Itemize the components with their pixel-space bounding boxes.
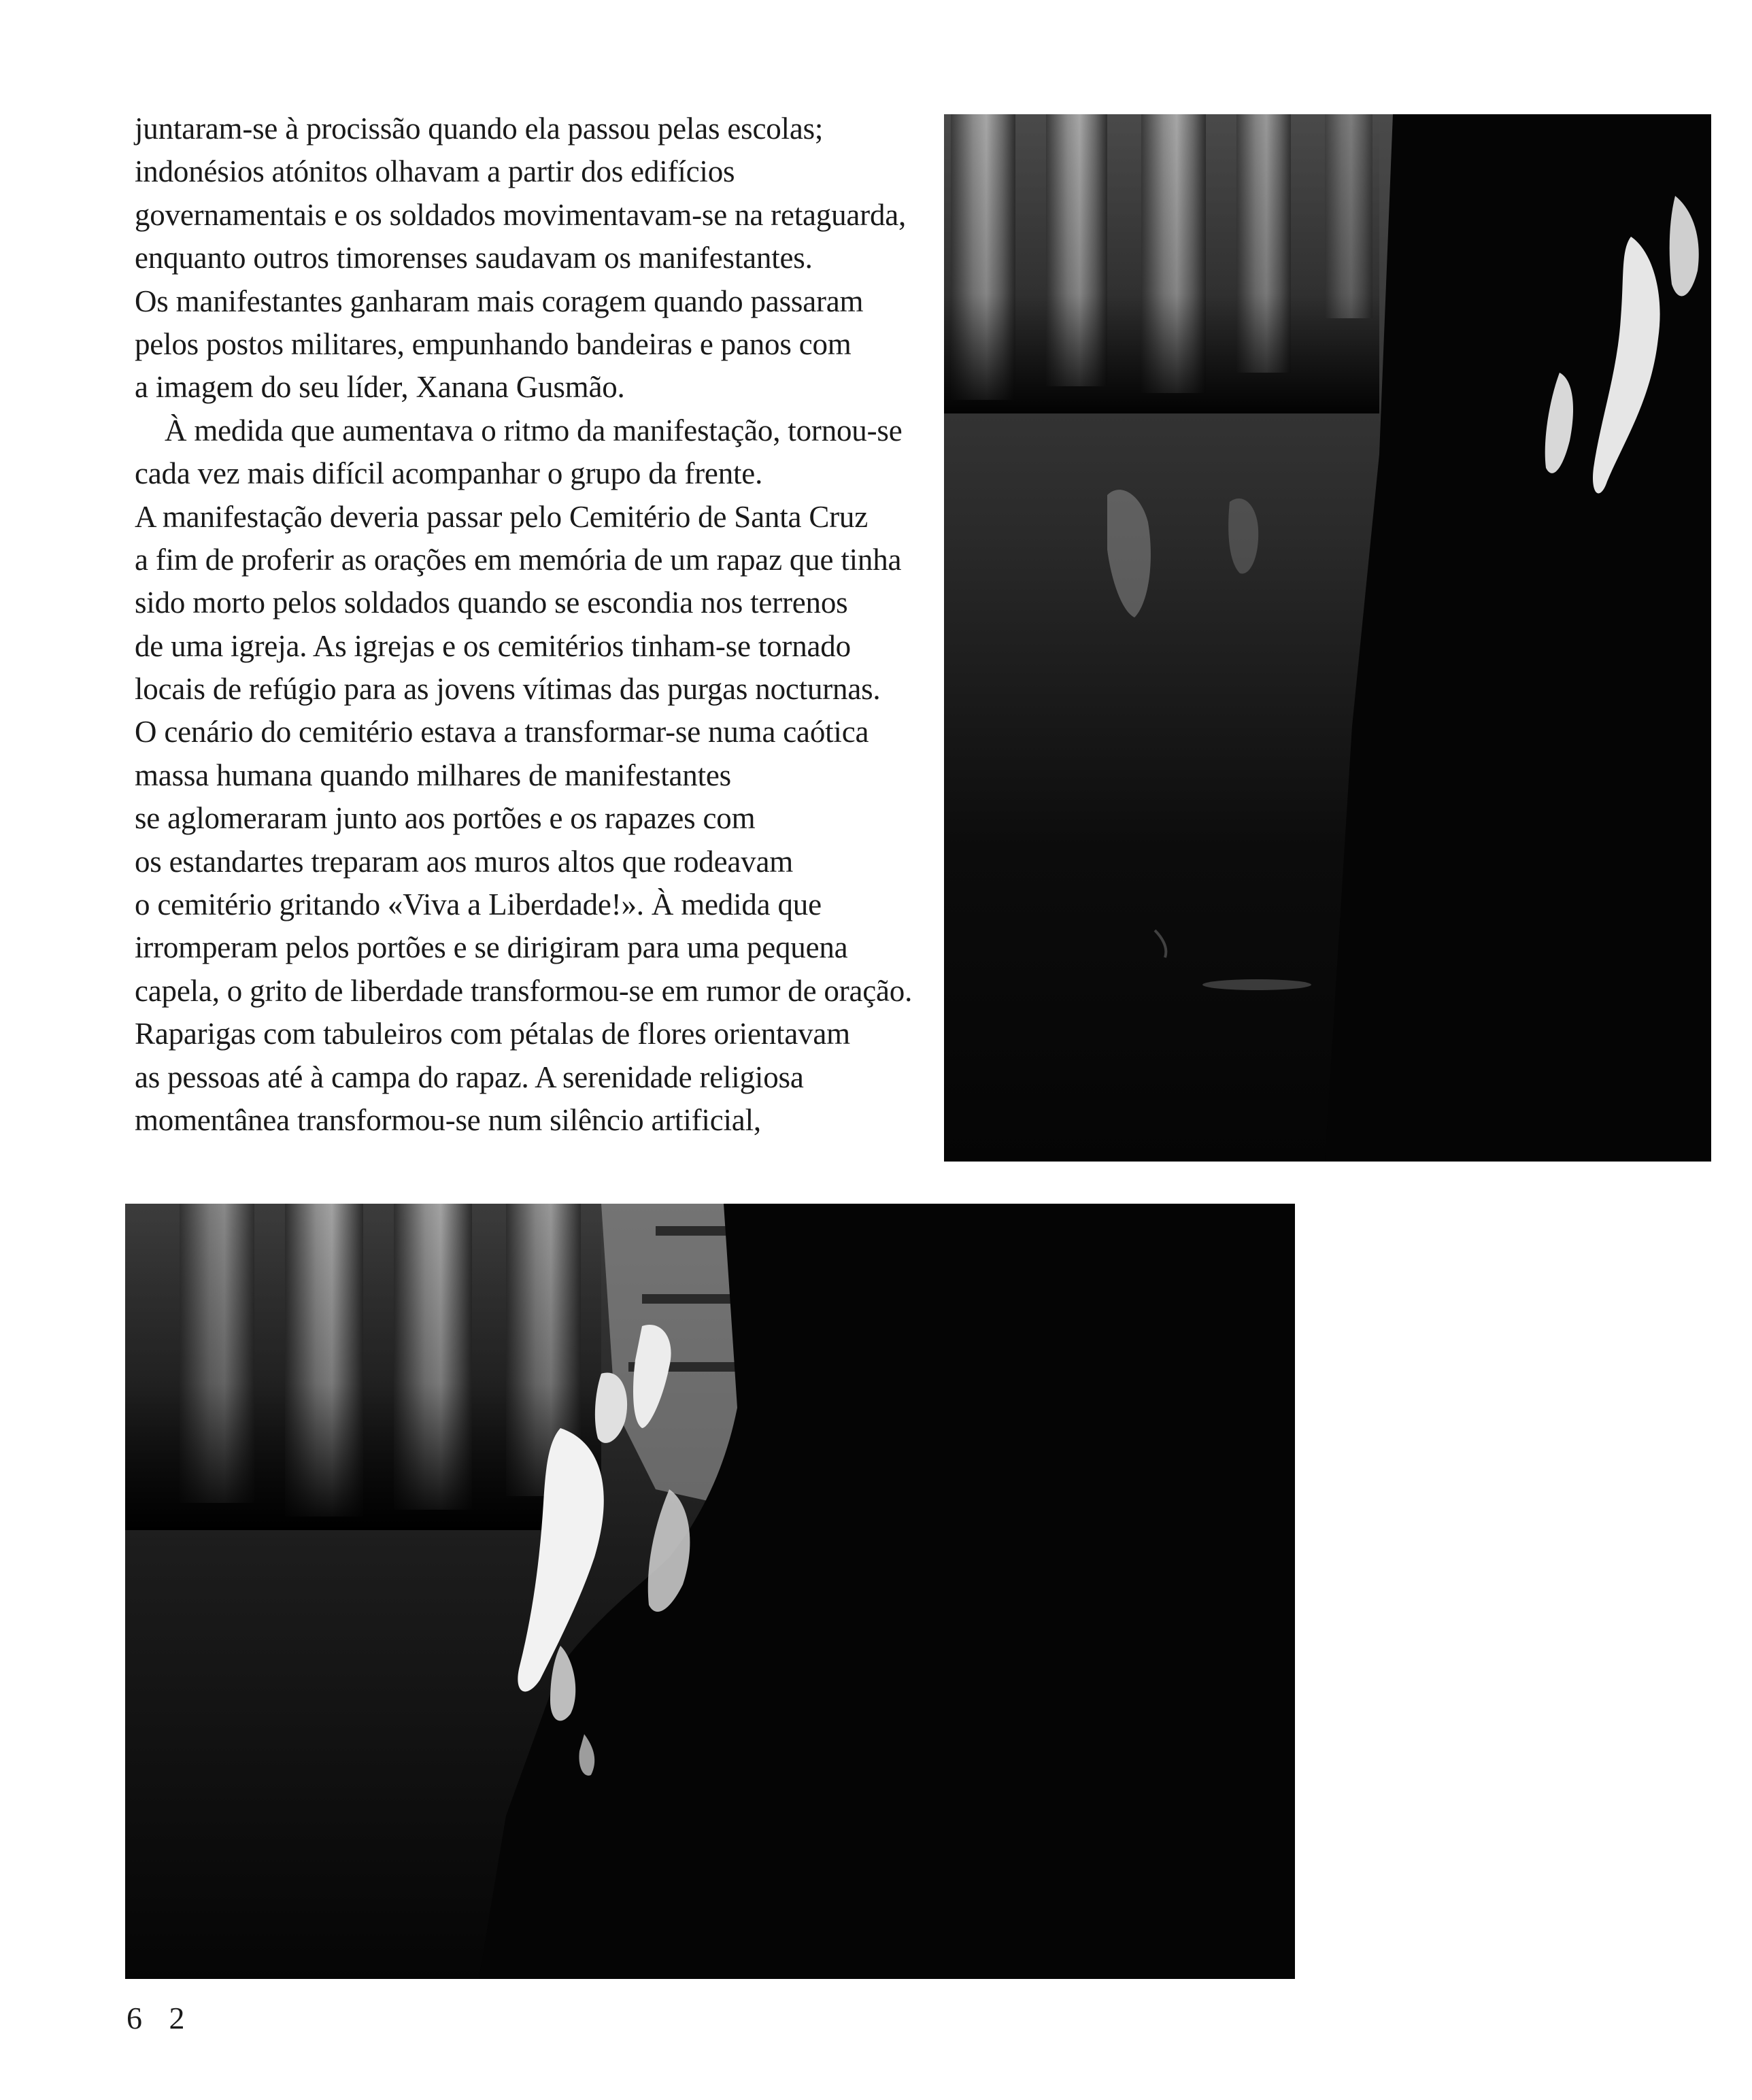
body-text	[135, 107, 937, 1142]
text-line: Os manifestantes ganharam mais coragem quando passaram	[135, 284, 864, 318]
text-line: os estandartes treparam aos muros altos que rodeavam	[135, 844, 794, 879]
text-line: cada vez mais difícil acompanhar o grupo da frente.	[135, 456, 763, 491]
text-line: se aglomeraram junto aos portões e os rapazes com	[135, 801, 756, 836]
text-line: governamentais e os soldados movimentavam-se na retaguarda,	[135, 197, 907, 232]
text-line: Raparigas com tabuleiros com pétalas de flores orientavam	[135, 1017, 850, 1051]
text-line: as pessoas até à campa do rapaz. A serenidade religiosa	[135, 1060, 804, 1094]
text-line: enquanto outros timorenses saudavam os manifestantes.	[135, 241, 813, 275]
text-line: O cenário do cemitério estava a transformar-se numa caótica	[135, 715, 869, 749]
text-line: a fim de proferir as orações em memória de um rapaz que tinha	[135, 542, 902, 577]
text-line: momentânea transformou-se num silêncio artificial,	[135, 1102, 761, 1137]
text-line: o cemitério gritando «Viva a Liberdade!». À medida que	[135, 887, 822, 922]
text-line: capela, o grito de liberdade transformou-se em rumor de oração.	[135, 973, 913, 1008]
text-line: pelos postos militares, empunhando bandeiras e panos com	[135, 326, 852, 361]
text-line: À medida que aumentava o ritmo da manifestação, tornou-se	[165, 413, 903, 447]
text-line: de uma igreja. As igrejas e os cemitérios tinham-se tornado	[135, 628, 851, 663]
text-line: A manifestação deveria passar pelo Cemitério de Santa Cruz	[135, 499, 869, 534]
photo-person-in-shadow	[125, 1204, 1295, 1979]
text-line: locais de refúgio para as jovens vítimas das purgas nocturnas.	[135, 672, 881, 707]
text-line: juntaram-se à procissão quando ela passou pelas escolas;	[135, 112, 824, 146]
text-line: a imagem do seu líder, Xanana Gusmão.	[135, 370, 625, 405]
text-line: irromperam pelos portões e se dirigiram para uma pequena	[135, 930, 848, 965]
text-line: sido morto pelos soldados quando se escondia nos terrenos	[135, 586, 848, 620]
page-number: 6 2	[127, 2001, 195, 2035]
text-line: indonésios atónitos olhavam a partir dos edifícios	[135, 154, 735, 189]
photo-chapel-interior	[944, 114, 1711, 1162]
text-line: massa humana quando milhares de manifestantes	[135, 758, 731, 792]
